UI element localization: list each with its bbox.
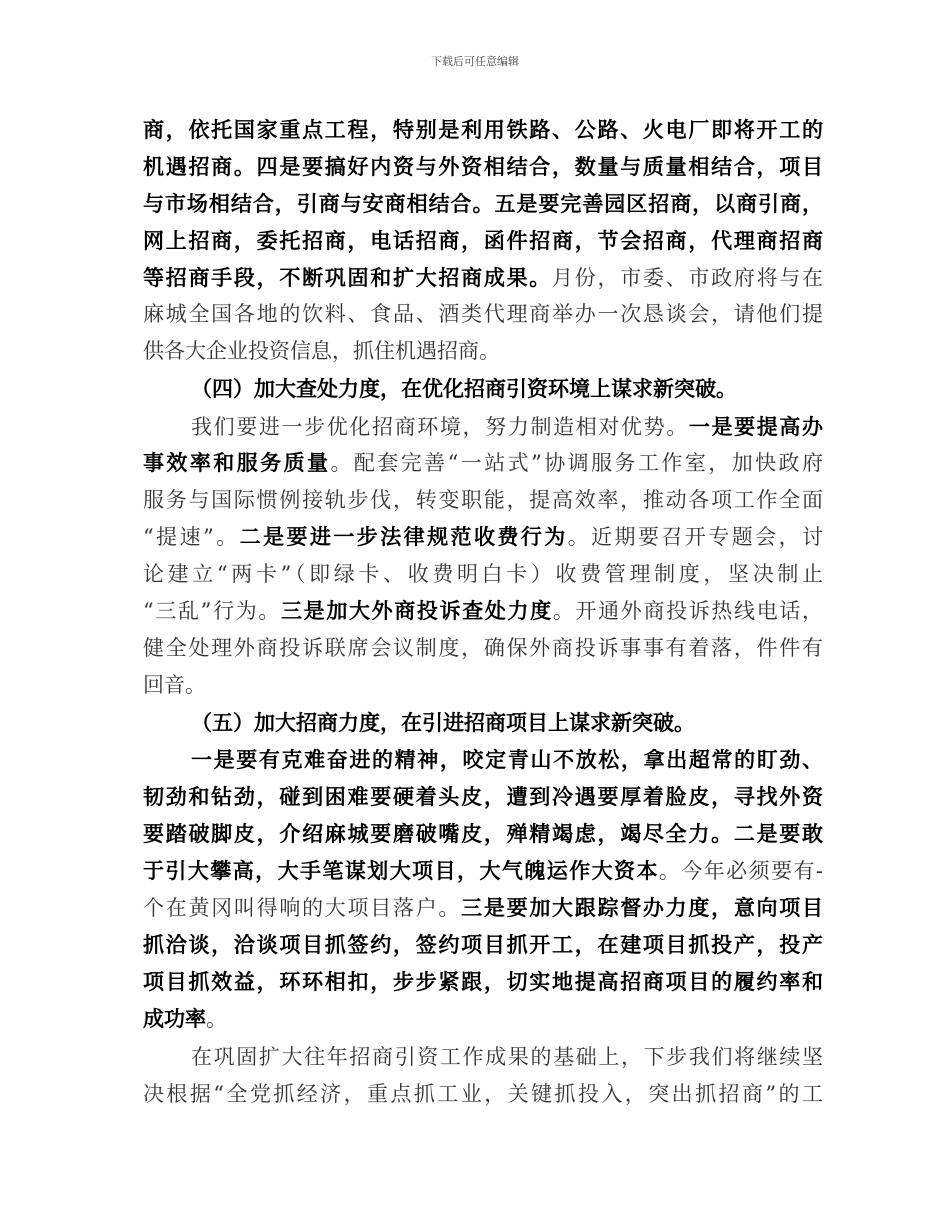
regular-text: “提速”。	[143, 525, 240, 549]
text-line	[191, 743, 823, 777]
page-header: 下载后可任意编辑	[431, 55, 519, 68]
bold-text: 机遇招商。四是要搞好内资与外资相结合，数量与质量相结合，项目	[143, 154, 823, 179]
text-line	[143, 446, 823, 480]
text-line	[143, 928, 823, 962]
text-line	[143, 261, 823, 295]
bold-text: 等招商手段，不断巩固和扩大招商成果。	[143, 265, 553, 290]
regular-text: 。开通外商投诉热线电话，	[552, 599, 823, 623]
bold-text: 网上招商，委托招商，电话招商，函件招商，节会招商，代理商招商	[143, 228, 823, 253]
text-line	[143, 594, 823, 628]
bold-text: 韧劲和钻劲，碰到困难要硬着头皮，遭到冷遇要厚着脸皮，寻找外资	[143, 784, 823, 809]
regular-text: 。今年必须要有-	[658, 859, 823, 883]
regular-text: 服务与国际惯例接轨步伐，转变职能，提高效率，推动各项工作全面	[143, 488, 823, 512]
text-line	[143, 187, 823, 221]
regular-text: 供各大企业投资信息，抓住机遇招商。	[143, 339, 500, 363]
bold-text: 于引大攀高，大手笔谋划大项目，大气魄运作大资本	[143, 858, 659, 883]
text-line	[143, 1002, 823, 1036]
regular-text: 我们要进一步优化招商环境，努力制造相对优势。	[191, 415, 689, 439]
regular-text: 回音。	[143, 673, 206, 697]
bold-text: 抓洽谈，洽谈项目抓签约，签约项目抓开工，在建项目抓投产，投产	[143, 932, 823, 957]
bold-text: 与市场相结合，引商与安商相结合。五是要完善园区招商，以商引商，	[143, 191, 823, 216]
text-line	[143, 113, 823, 147]
bold-text: 一是要提高办	[688, 414, 823, 439]
text-line	[143, 891, 823, 925]
text-line	[143, 483, 823, 517]
text-line	[191, 706, 823, 740]
regular-text: 论建立“两卡”（即绿卡、收费明白卡）收费管理制度，坚决制止	[143, 562, 823, 586]
bold-text: 一是要有克难奋进的精神，咬定青山不放松，拿出超常的盯劲、	[191, 747, 823, 772]
text-line	[191, 410, 823, 444]
regular-text: 。近期要召开专题会，讨	[567, 525, 823, 549]
bold-text: 二是要进一步法律规范收费行为	[239, 524, 568, 549]
regular-text: “三乱”行为。	[143, 599, 282, 623]
regular-text: 在巩固扩大往年招商引资工作成果的基础上，下步我们将继续坚	[191, 1045, 823, 1069]
text-line	[143, 557, 823, 591]
text-line	[143, 1077, 823, 1111]
bold-text: （五）加大招商力度，在引进招商项目上谋求新突破。	[191, 710, 695, 735]
regular-text: 。配套完善“一站式”协调服务工作室，加快政府	[330, 451, 823, 475]
text-line	[143, 150, 823, 184]
text-line	[143, 520, 823, 554]
regular-text: 月份，市委、市政府将与在	[552, 266, 823, 290]
text-line	[143, 817, 823, 851]
text-line	[143, 631, 823, 665]
bold-text: 项目抓效益，环环相扣，步步紧跟，切实地提高招商项目的履约率和	[143, 969, 823, 994]
text-line	[191, 1040, 823, 1074]
regular-text: 健全处理外商投诉联席会议制度，确保外商投诉事事有着落，件件有	[143, 636, 823, 660]
text-line	[143, 780, 823, 814]
text-line	[143, 854, 823, 888]
text-line	[143, 334, 823, 368]
regular-text: 。	[206, 1007, 227, 1031]
bold-text: 三是要加大跟踪督办力度，意向项目	[461, 895, 823, 920]
bold-text: 事效率和服务质量	[143, 450, 331, 475]
regular-text: 决根据“全党抓经济，重点抓工业，关键抓投入，突出抓招商”的工	[143, 1082, 823, 1106]
bold-text: 要踏破脚皮，介绍麻城要磨破嘴皮，殚精竭虑，竭尽全力。二是要敢	[143, 821, 823, 846]
text-line	[143, 965, 823, 999]
regular-text: 麻城全国各地的饮料、食品、酒类代理商举办一次恳谈会，请他们提	[143, 302, 823, 326]
bold-text: （四）加大查处力度，在优化招商引资环境上谋求新突破。	[191, 376, 737, 401]
bold-text: 商，依托国家重点工程，特别是利用铁路、公路、火电厂即将开工的	[143, 117, 823, 142]
text-line	[143, 668, 823, 702]
text-line	[143, 297, 823, 331]
bold-text: 三是加大外商投诉查处力度	[281, 598, 553, 623]
text-line	[143, 224, 823, 258]
text-line	[191, 372, 823, 406]
regular-text: 个在黄冈叫得响的大项目落户。	[143, 896, 462, 920]
bold-text: 成功率	[143, 1006, 206, 1031]
